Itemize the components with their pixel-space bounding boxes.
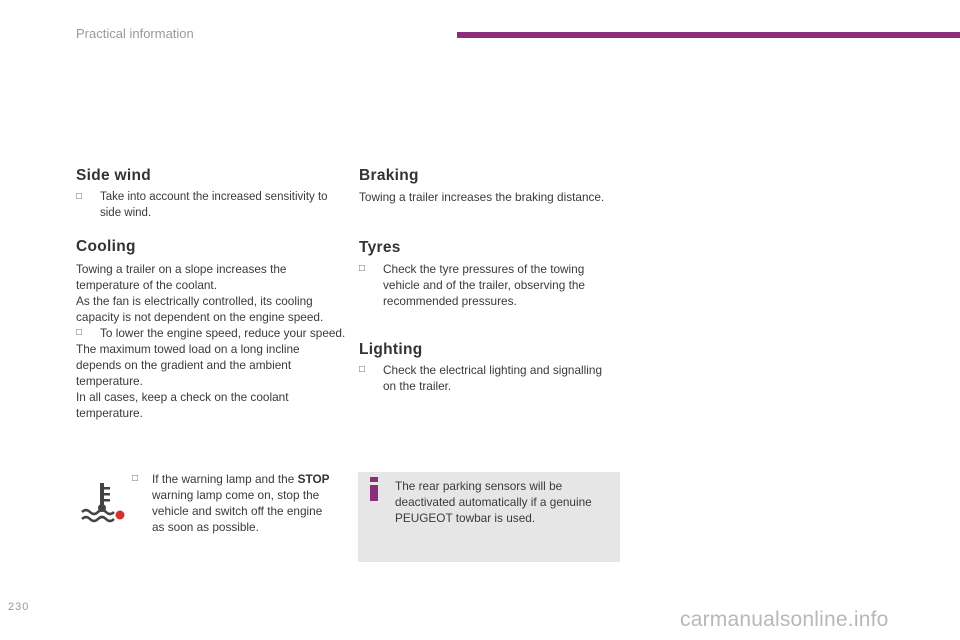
header-accent-bar [457, 32, 960, 38]
cooling-paragraph-1: Towing a trailer on a slope increases the temperature of the coolant. [76, 262, 287, 292]
watermark: carmanualsonline.info [680, 608, 889, 631]
cooling-body [76, 261, 346, 421]
coolant-temperature-warning-icon [80, 481, 128, 523]
cooling-bullet [76, 325, 346, 341]
tyres-bullet [359, 261, 615, 309]
tyres-heading: Tyres [359, 239, 401, 256]
info-box-text: The rear parking sensors will be deactivated automatically if a genuine PEUGEOT towbar is used. [395, 479, 592, 525]
checkbox-bullet-icon: □ [76, 191, 83, 202]
cooling-paragraph-3: The maximum towed load on a long incline depends on the gradient and the ambient temperature. [76, 342, 300, 388]
lighting-bullet-text: Check the electrical lighting and signalling on the trailer. [383, 363, 603, 393]
warning-text-before: If the warning lamp and the [152, 472, 295, 486]
braking-text: Towing a trailer increases the braking distance. [359, 190, 605, 204]
checkbox-bullet-icon: □ [359, 364, 366, 375]
side-wind-bullet-text: Take into account the increased sensitivity to side wind. [100, 191, 328, 219]
stop-label: STOP [297, 472, 330, 486]
warning-text-after: warning lamp come on, stop the vehicle and switch off the engine as soon as possible. [152, 488, 323, 534]
checkbox-bullet-icon: □ [359, 263, 366, 274]
side-wind-heading: Side wind [76, 167, 152, 184]
tyres-bullet-text: Check the tyre pressures of the towing vehicle and of the trailer, observing the recommended pressures. [383, 262, 585, 308]
page-number: 230 [8, 601, 30, 613]
warning-lamp-text [152, 471, 337, 535]
page-section-title: Practical information [76, 26, 194, 41]
checkbox-bullet-icon: □ [76, 327, 83, 338]
info-icon [367, 477, 381, 501]
cooling-paragraph-4: In all cases, keep a check on the coolant temperature. [76, 390, 289, 420]
checkbox-bullet-icon: □ [132, 473, 139, 484]
lighting-heading: Lighting [359, 341, 423, 358]
cooling-paragraph-2: As the fan is electrically controlled, its cooling capacity is not dependent on the engine speed. [76, 294, 324, 324]
cooling-bullet-text: To lower the engine speed, reduce your speed. [100, 326, 346, 340]
cooling-heading: Cooling [76, 238, 136, 255]
lighting-bullet [359, 362, 615, 394]
side-wind-bullet [76, 189, 338, 221]
warning-lamp-bullet [132, 471, 337, 535]
braking-heading: Braking [359, 167, 419, 184]
